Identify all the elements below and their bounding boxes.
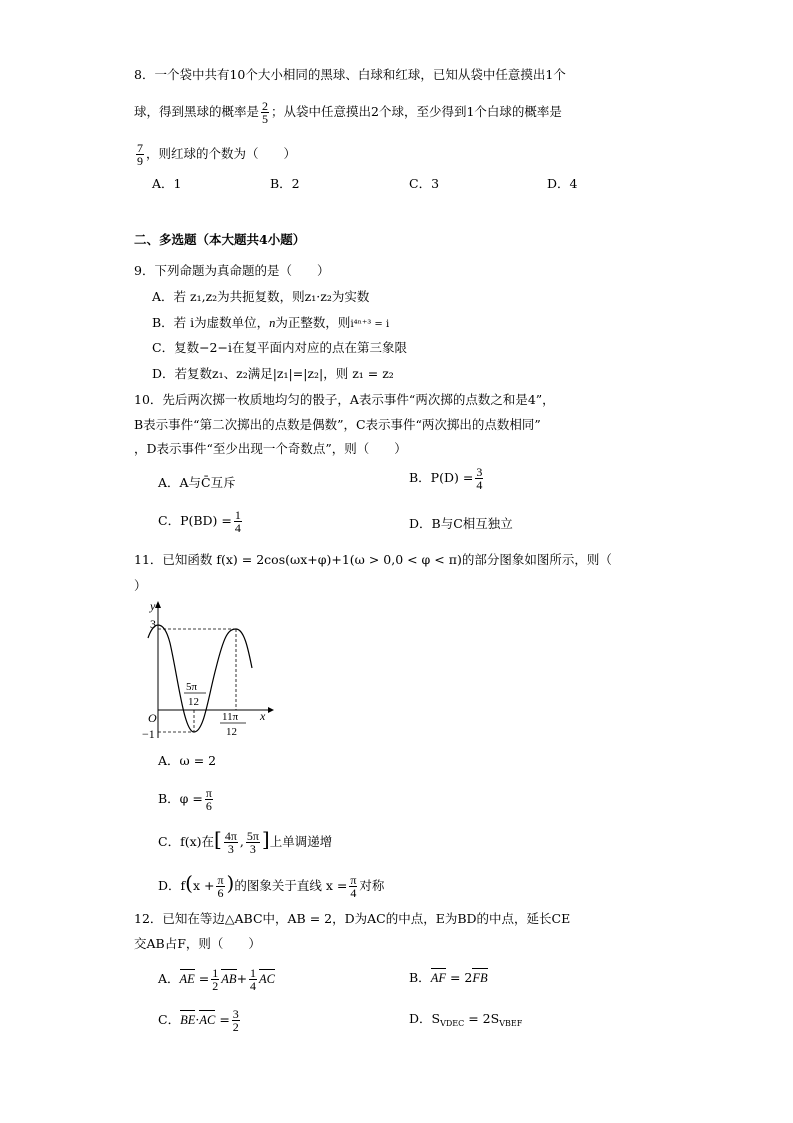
q11-option-d: D．f(x + $\frac{\pi}{6}$ )的图象关于直线 x = $\frac{\pi}{4}$ 对称 (158, 871, 385, 900)
q9-option-b: B．若 i为虚数单位，n为正整数，则i⁴ⁿ⁺³ = i (152, 315, 390, 330)
q8-option-c: C．3 (409, 176, 440, 191)
q8-fraction-black: $\frac{2}{5}$ (262, 99, 269, 126)
q8-fraction-white: $\frac{7}{9}$ (137, 141, 143, 168)
q11-graph (136, 598, 276, 743)
q8-option-b: B．2 (270, 176, 300, 191)
q12-line2: 交AB占F，则（ ） (134, 936, 261, 951)
q10-line1: 10．先后两次掷一枚质地均匀的骰子，A表示事件“两次掷的点数之和是4”， (134, 392, 555, 407)
q10-option-c: C．P(BD) = $\frac{1}{4}$ (158, 508, 241, 535)
q10-option-b: B．P(D) = $\frac{3}{4}$ (409, 465, 483, 492)
q10-line3: ，D表示事件“至少出现一个奇数点”，则（ ） (134, 441, 407, 456)
q9-option-a: A．若 z₁,z₂为共扼复数，则z₁·z₂为实数 (152, 289, 370, 304)
q12-option-c: C．BE·AC = $\frac{3}{2}$ (158, 1007, 239, 1034)
q8-line2a: 球，得到黑球的概率是 (134, 104, 260, 119)
q9-option-c: C．复数−2−i在复平面内对应的点在第三象限 (152, 340, 407, 355)
q8-option-a: A．1 (152, 176, 182, 191)
q11-x2-den: 12 (226, 726, 237, 738)
q11-origin: O (148, 711, 157, 725)
q11-y-label: y (150, 599, 156, 613)
q11-option-b: B．φ = $\frac{\pi}{6}$ (158, 786, 212, 813)
q10-line2: B表示事件“第二次掷出的点数是偶数”，C表示事件“两次掷出的点数相同” (134, 417, 541, 432)
q11-line1: 11．已知函数 f(x) = 2cos(ωx+φ)+1(ω > 0,0 < φ < π)的部分图象如图所示，则（ (134, 552, 612, 567)
q9-option-d: D．若复数z₁、z₂满足|z₁|=|z₂|，则 z₁ = z₂ (152, 366, 394, 381)
q11-x1-den: 12 (188, 696, 199, 708)
q10-option-a: A．A与C̄互斥 (158, 475, 236, 490)
q8-option-d: D．4 (547, 176, 578, 191)
section-title: 二、多选题（本大题共4小题） (134, 232, 306, 247)
q8-line2b: ；从袋中任意摸出2个球，至少得到1个白球的概率是 (271, 104, 562, 119)
q8-line3: $\frac{7}{9}$ ，则红球的个数为（ ） (137, 141, 297, 168)
q12-option-b: B．AF = 2FB (409, 970, 488, 985)
q12-option-a: A．AE = $\frac{1}{2}$ AB+ $\frac{1}{4}$ AC (158, 966, 276, 993)
q12-line1: 12．已知在等边△ABC中，AB = 2，D为AC的中点，E为BD的中点，延长CE (134, 911, 571, 926)
q8-line1: 8．一个袋中共有10个大小相同的黑球、白球和红球，已知从袋中任意摸出1个 (134, 67, 566, 82)
q8-line2 (134, 100, 562, 125)
q11-x2-num: 11π (222, 711, 239, 723)
q10-option-d: D．B与C相互独立 (409, 516, 513, 531)
q9-stem: 9．下列命题为真命题的是（ ） (134, 263, 330, 278)
q12-option-d: D．$S_{VDEC} = 2S_{VBEF}$ (409, 1011, 523, 1028)
q11-y-max: 3 (150, 617, 156, 631)
q11-y-min: −1 (142, 727, 155, 741)
q11-x-label: x (260, 709, 266, 723)
q11-x1-num: 5π (186, 681, 198, 693)
q11-option-c: C．f(x)在[ $\frac{4\pi}{3}$ , $\frac{5\pi}{3}$ ]上单调递增 (158, 827, 333, 856)
q11-line2: ） (134, 578, 147, 593)
q11-option-a: A．ω = 2 (158, 753, 217, 768)
